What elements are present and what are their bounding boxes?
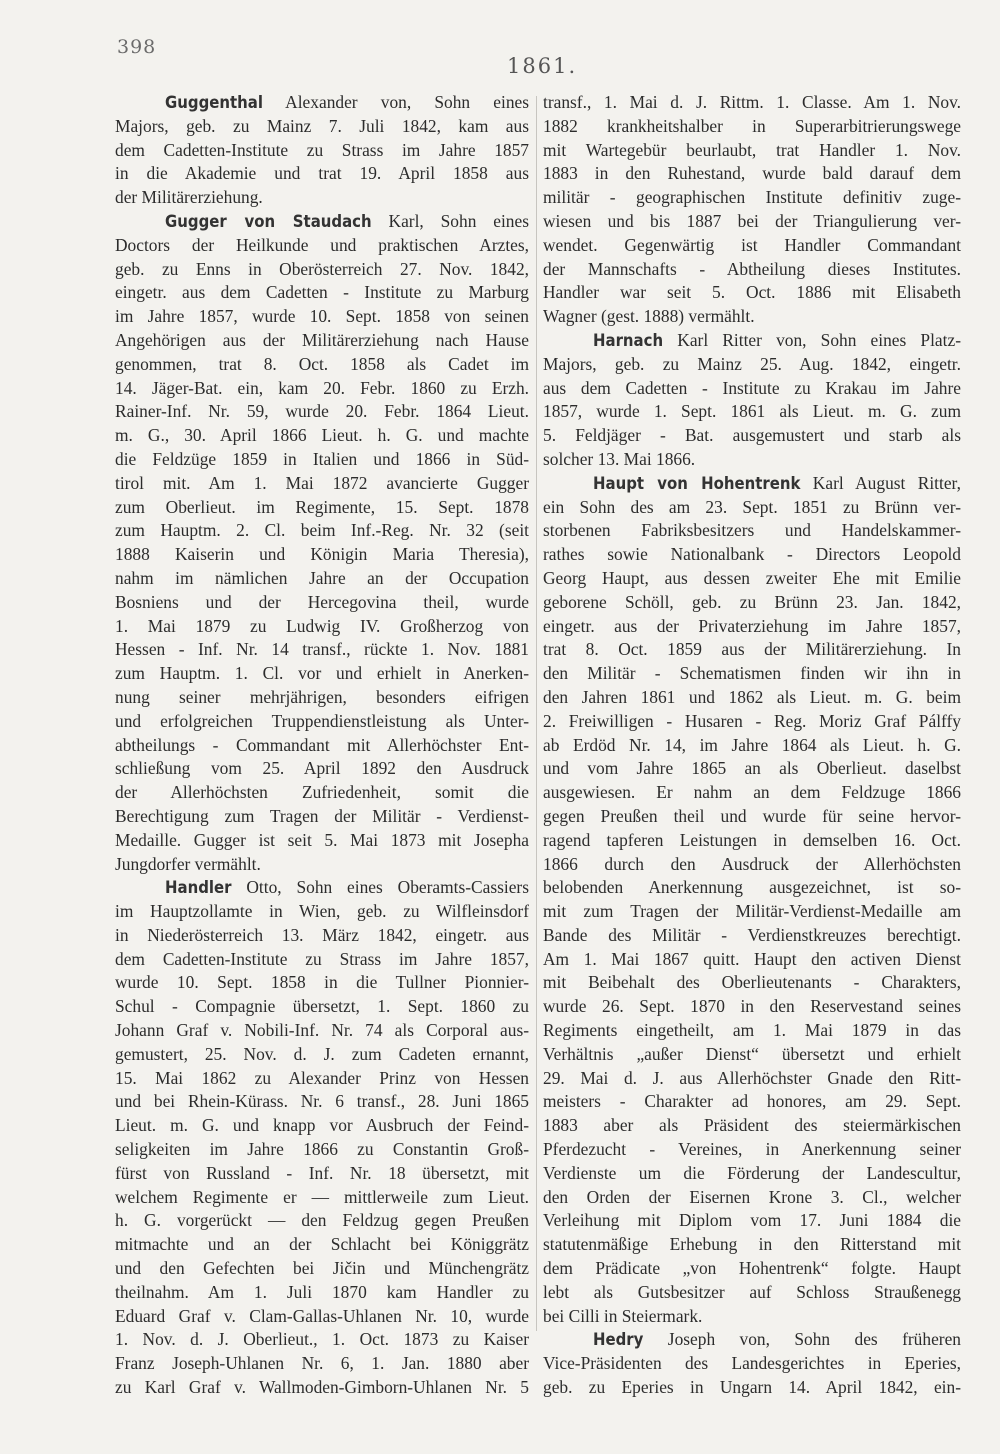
- text-line: in die Akademie und trat 19. April 1858 aus: [115, 163, 529, 184]
- left-column: [115, 91, 529, 1400]
- text-line: gegen Preußen theil und wurde für seine hervor-: [543, 805, 961, 826]
- entry-heading-line: [543, 1328, 961, 1352]
- text-line: transf., 1. Mai d. J. Rittm. 1. Classe. Am 1. Nov.: [543, 92, 961, 112]
- text-line: Handler war seit 5. Oct. 1886 mit Elisabeth: [543, 282, 961, 303]
- text-line: Verleihung mit Diplom vom 17. Juni 1884 die: [543, 1210, 961, 1231]
- entry-name: Handler: [165, 878, 232, 898]
- text-line: h. G. vorgerückt — den Feldzug gegen Preußen: [115, 1210, 529, 1231]
- text-line: und den Gefechten bei Jičin und Münchengrätz: [115, 1258, 529, 1279]
- text-line: rathes sowie Nationalbank - Directors Leopold: [543, 544, 961, 565]
- text-line: den Orden der Eisernen Krone 3. Cl., welcher: [543, 1186, 961, 1207]
- text-line: 1888 Kaiserin und Königin Maria Theresia),: [115, 544, 529, 565]
- text-line: Johann Graf v. Nobili-Inf. Nr. 74 als Corporal aus-: [115, 1020, 529, 1041]
- text-line: wendet. Gegenwärtig ist Handler Commandant: [543, 234, 961, 255]
- text-line: Majors, geb. zu Mainz 7. Juli 1842, kam aus: [115, 115, 529, 136]
- entry-name: Gugger von Staudach: [165, 211, 372, 231]
- text-line: dem Prädicate „von Hohentrenk“ folgte. Haupt: [543, 1258, 961, 1279]
- text-line: genommen, trat 8. Oct. 1858 als Cadet im: [115, 353, 529, 374]
- text-line: Bande des Militär - Verdienstkreuzes berechtigt.: [543, 924, 961, 945]
- text-line: Wagner (gest. 1888) vermählt.: [543, 306, 755, 327]
- text-line: 1. Mai 1879 zu Ludwig IV. Großherzog von: [115, 615, 529, 636]
- text-line: wurde 26. Sept. 1870 in den Reservestand seines: [543, 996, 961, 1017]
- text-line: lebt als Gutsbesitzer auf Schloss Straußenegg: [543, 1281, 961, 1302]
- text-line: Majors, geb. zu Mainz 25. Aug. 1842, eingetr.: [543, 353, 961, 374]
- text-line: wiesen und bis 1887 bei der Triangulierung ver-: [543, 210, 961, 231]
- text-line: seligkeiten im Jahre 1866 zu Constantin Groß-: [115, 1139, 529, 1160]
- entry-heading-line: [115, 210, 529, 234]
- text-line: m. G., 30. April 1866 Lieut. h. G. und machte: [115, 425, 529, 446]
- entry-heading-line: [543, 472, 961, 496]
- entry-intro-text: Karl, Sohn eines: [371, 210, 529, 231]
- text-line: den Militär - Schematismen finden wir ihn in: [543, 663, 961, 684]
- text-line: abtheilungs - Commandant mit Allerhöchster Ent-: [115, 734, 529, 755]
- text-line: schließung vom 25. April 1892 den Ausdruck: [115, 758, 529, 779]
- right-column: [543, 91, 961, 1400]
- text-line: Schul - Compagnie übersetzt, 1. Sept. 1860 zu: [115, 996, 529, 1017]
- text-line: 5. Feldjäger - Bat. ausgemustert und starb als: [543, 425, 961, 446]
- text-line: 2. Freiwilligen - Husaren - Reg. Moriz Graf Pálffy: [543, 710, 961, 731]
- text-line: im Hauptzollamte in Wien, geb. zu Wilfleinsdorf: [115, 901, 529, 922]
- text-line: Franz Joseph-Uhlanen Nr. 6, 1. Jan. 1880 aber: [115, 1353, 529, 1374]
- text-line: Vice-Präsidenten des Landesgerichtes in Eperies,: [543, 1353, 961, 1374]
- text-line: der Militärerziehung.: [115, 187, 263, 208]
- text-line: ausgewiesen. Er nahm an dem Feldzuge 1866: [543, 782, 961, 803]
- text-line: wurde 10. Sept. 1858 in die Tullner Pionnier-: [115, 972, 529, 993]
- text-line: belobenden Anerkennung ausgezeichnet, ist so-: [543, 877, 961, 898]
- text-line: in Niederösterreich 13. März 1842, eingetr. aus: [115, 924, 529, 945]
- text-line: eingetr. aus dem Cadetten - Institute zu Marburg: [115, 282, 529, 303]
- entry-heading-line: [543, 329, 961, 353]
- text-line: geb. zu Enns in Oberösterreich 27. Nov. 1842,: [115, 258, 529, 279]
- text-line: Rainer-Inf. Nr. 59, wurde 20. Febr. 1864 Lieut.: [115, 401, 529, 422]
- text-line: geborene Schöll, geb. zu Brünn 23. Jan. 1842,: [543, 591, 961, 612]
- entry-name: Harnach: [593, 330, 664, 350]
- text-line: trat 8. Oct. 1859 aus der Militärerziehung. In: [543, 639, 961, 660]
- entry-intro-text: Joseph von, Sohn des früheren: [643, 1329, 961, 1350]
- text-line: dem Cadetten-Institute zu Strass im Jahre 1857,: [115, 948, 529, 969]
- text-line: fürst von Russland - Inf. Nr. 18 übersetzt, mit: [115, 1162, 529, 1183]
- text-line: mitmachte und an der Schlacht bei Königgrätz: [115, 1234, 529, 1255]
- text-line: Bosniens und der Hercegovina theil, wurde: [115, 591, 529, 612]
- text-line: Jungdorfer vermählt.: [115, 853, 261, 874]
- text-line: statutenmäßige Erhebung in den Ritterstand mit: [543, 1234, 961, 1255]
- text-line: 15. Mai 1862 zu Alexander Prinz von Hessen: [115, 1067, 529, 1088]
- text-line: Georg Haupt, aus dessen zweiter Ehe mit Emilie: [543, 567, 961, 588]
- year-header: 1861.: [507, 54, 578, 78]
- text-line: Pferdezucht - Vereines, in Anerkennung seiner: [543, 1139, 961, 1160]
- text-line: Am 1. Mai 1867 quitt. Haupt den activen Dienst: [543, 948, 961, 969]
- text-line: Verhältnis „außer Dienst“ übersetzt und erhielt: [543, 1043, 961, 1064]
- entry-name: Guggenthal: [165, 93, 263, 112]
- text-line: Berechtigung zum Tragen der Militär - Verdienst-: [115, 805, 529, 826]
- text-line: geb. zu Eperies in Ungarn 14. April 1842, ein-: [543, 1377, 961, 1398]
- text-line: ab Erdöd Nr. 14, im Jahre 1864 als Lieut. h. G.: [543, 734, 961, 755]
- entry-intro-text: Karl Ritter von, Sohn eines Platz-: [663, 329, 961, 350]
- text-line: Lieut. m. G. und knapp vor Ausbruch der Feind-: [115, 1115, 529, 1136]
- text-line: zum Hauptm. 2. Cl. beim Inf.-Reg. Nr. 32 (seit: [115, 520, 529, 541]
- text-line: eingetr. aus der Privaterziehung im Jahre 1857,: [543, 615, 961, 636]
- text-line: Eduard Graf v. Clam-Gallas-Uhlanen Nr. 10, wurde: [115, 1305, 529, 1326]
- text-line: 1883 aber als Präsident des steiermärkischen: [543, 1115, 961, 1136]
- text-line: militär - geographischen Institute definitiv zuge-: [543, 187, 961, 208]
- page-number: 398: [117, 36, 157, 58]
- text-line: bei Cilli in Steiermark.: [543, 1305, 703, 1326]
- text-line: aus dem Cadetten - Institute zu Krakau im Jahre: [543, 377, 961, 398]
- text-line: nahm im nämlichen Jahre an der Occupation: [115, 567, 529, 588]
- text-line: und bei Rhein-Kürass. Nr. 6 transf., 28. Juni 1865: [115, 1091, 529, 1112]
- text-line: 29. Mai d. J. aus Allerhöchster Gnade den Ritt-: [543, 1067, 961, 1088]
- text-line: Medaille. Gugger ist seit 5. Mai 1873 mit Josepha: [115, 829, 529, 850]
- text-line: mit Wartegebür beurlaubt, trat Handler 1. Nov.: [543, 139, 961, 160]
- text-line: Doctors der Heilkunde und praktischen Arztes,: [115, 234, 529, 255]
- text-line: 14. Jäger-Bat. ein, kam 20. Febr. 1860 zu Erzh.: [115, 377, 529, 398]
- text-line: den Jahren 1861 und 1862 als Lieut. m. G. beim: [543, 686, 961, 707]
- text-line: die Feldzüge 1859 in Italien und 1866 in Süd-: [115, 448, 529, 469]
- entry-intro-text: Otto, Sohn eines Oberamts-Cassiers: [231, 877, 529, 898]
- text-line: zu Karl Graf v. Wallmoden-Gimborn-Uhlanen Nr. 5: [115, 1377, 529, 1398]
- text-line: und erfolgreichen Truppendienstleistung als Unter-: [115, 710, 529, 731]
- entry-heading-line: [115, 876, 529, 900]
- text-line: Angehörigen aus der Militärerziehung nach Hause: [115, 329, 529, 350]
- text-line: der Allerhöchsten Zufriedenheit, somit die: [115, 782, 529, 803]
- text-line: 1857, wurde 1. Sept. 1861 als Lieut. m. G. zum: [543, 401, 961, 422]
- text-line: dem Cadetten-Institute zu Strass im Jahre 1857: [115, 139, 529, 160]
- text-line: mit zum Tragen der Militär-Verdienst-Medaille am: [543, 901, 961, 922]
- text-line: 1882 krankheitshalber in Superarbitrierungswege: [543, 115, 961, 136]
- text-line: tirol mit. Am 1. Mai 1872 avancierte Gugger: [115, 472, 529, 493]
- text-line: der Mannschafts - Abtheilung dieses Institutes.: [543, 258, 961, 279]
- entry-name: Hedry: [593, 1330, 644, 1350]
- text-line: 1866 durch den Ausdruck der Allerhöchsten: [543, 853, 961, 874]
- text-line: nung seiner mehrjährigen, besonders eifrigen: [115, 686, 529, 707]
- text-line: storbenen Fabriksbesitzers und Handelskammer-: [543, 520, 961, 541]
- text-line: mit Beibehalt des Oberlieutenants - Charakters,: [543, 972, 961, 993]
- text-line: theilnahm. Am 1. Juli 1870 kam Handler zu: [115, 1281, 529, 1302]
- text-line: 1. Nov. d. J. Oberlieut., 1. Oct. 1873 zu Kaiser: [115, 1329, 529, 1350]
- column-divider: [536, 96, 537, 1331]
- entry-heading-line: [115, 91, 529, 115]
- text-line: ein Sohn des am 23. Sept. 1851 zu Brünn ver-: [543, 496, 961, 517]
- entry-intro-text: Karl August Ritter,: [800, 472, 961, 493]
- text-line: zum Oberlieut. im Regimente, 15. Sept. 1878: [115, 496, 529, 517]
- text-line: im Jahre 1857, wurde 10. Sept. 1858 von seinen: [115, 306, 529, 327]
- text-line: ragend tapferen Leistungen in demselben 16. Oct.: [543, 829, 961, 850]
- text-line: solcher 13. Mai 1866.: [543, 448, 696, 469]
- text-line: welchem Regimente er — mittlerweile zum Lieut.: [115, 1186, 529, 1207]
- text-line: Hessen - Inf. Nr. 14 transf., rückte 1. Nov. 1881: [115, 639, 529, 660]
- text-line: Verdienste um die Förderung der Landescultur,: [543, 1162, 961, 1183]
- text-line: zum Hauptm. 1. Cl. vor und erhielt in Anerken-: [115, 663, 529, 684]
- text-line: 1883 in den Ruhestand, wurde bald darauf dem: [543, 163, 961, 184]
- entry-intro-text: Alexander von, Sohn eines: [262, 92, 529, 112]
- text-line: und vom Jahre 1865 an als Oberlieut. daselbst: [543, 758, 961, 779]
- text-line: gemustert, 25. Nov. d. J. zum Cadeten ernannt,: [115, 1043, 529, 1064]
- text-line: Regiments eingetheilt, am 1. Mai 1879 in das: [543, 1020, 961, 1041]
- entry-name: Haupt von Hohentrenk: [593, 473, 801, 493]
- text-line: meisters - Charakter ad honores, am 29. Sept.: [543, 1091, 961, 1112]
